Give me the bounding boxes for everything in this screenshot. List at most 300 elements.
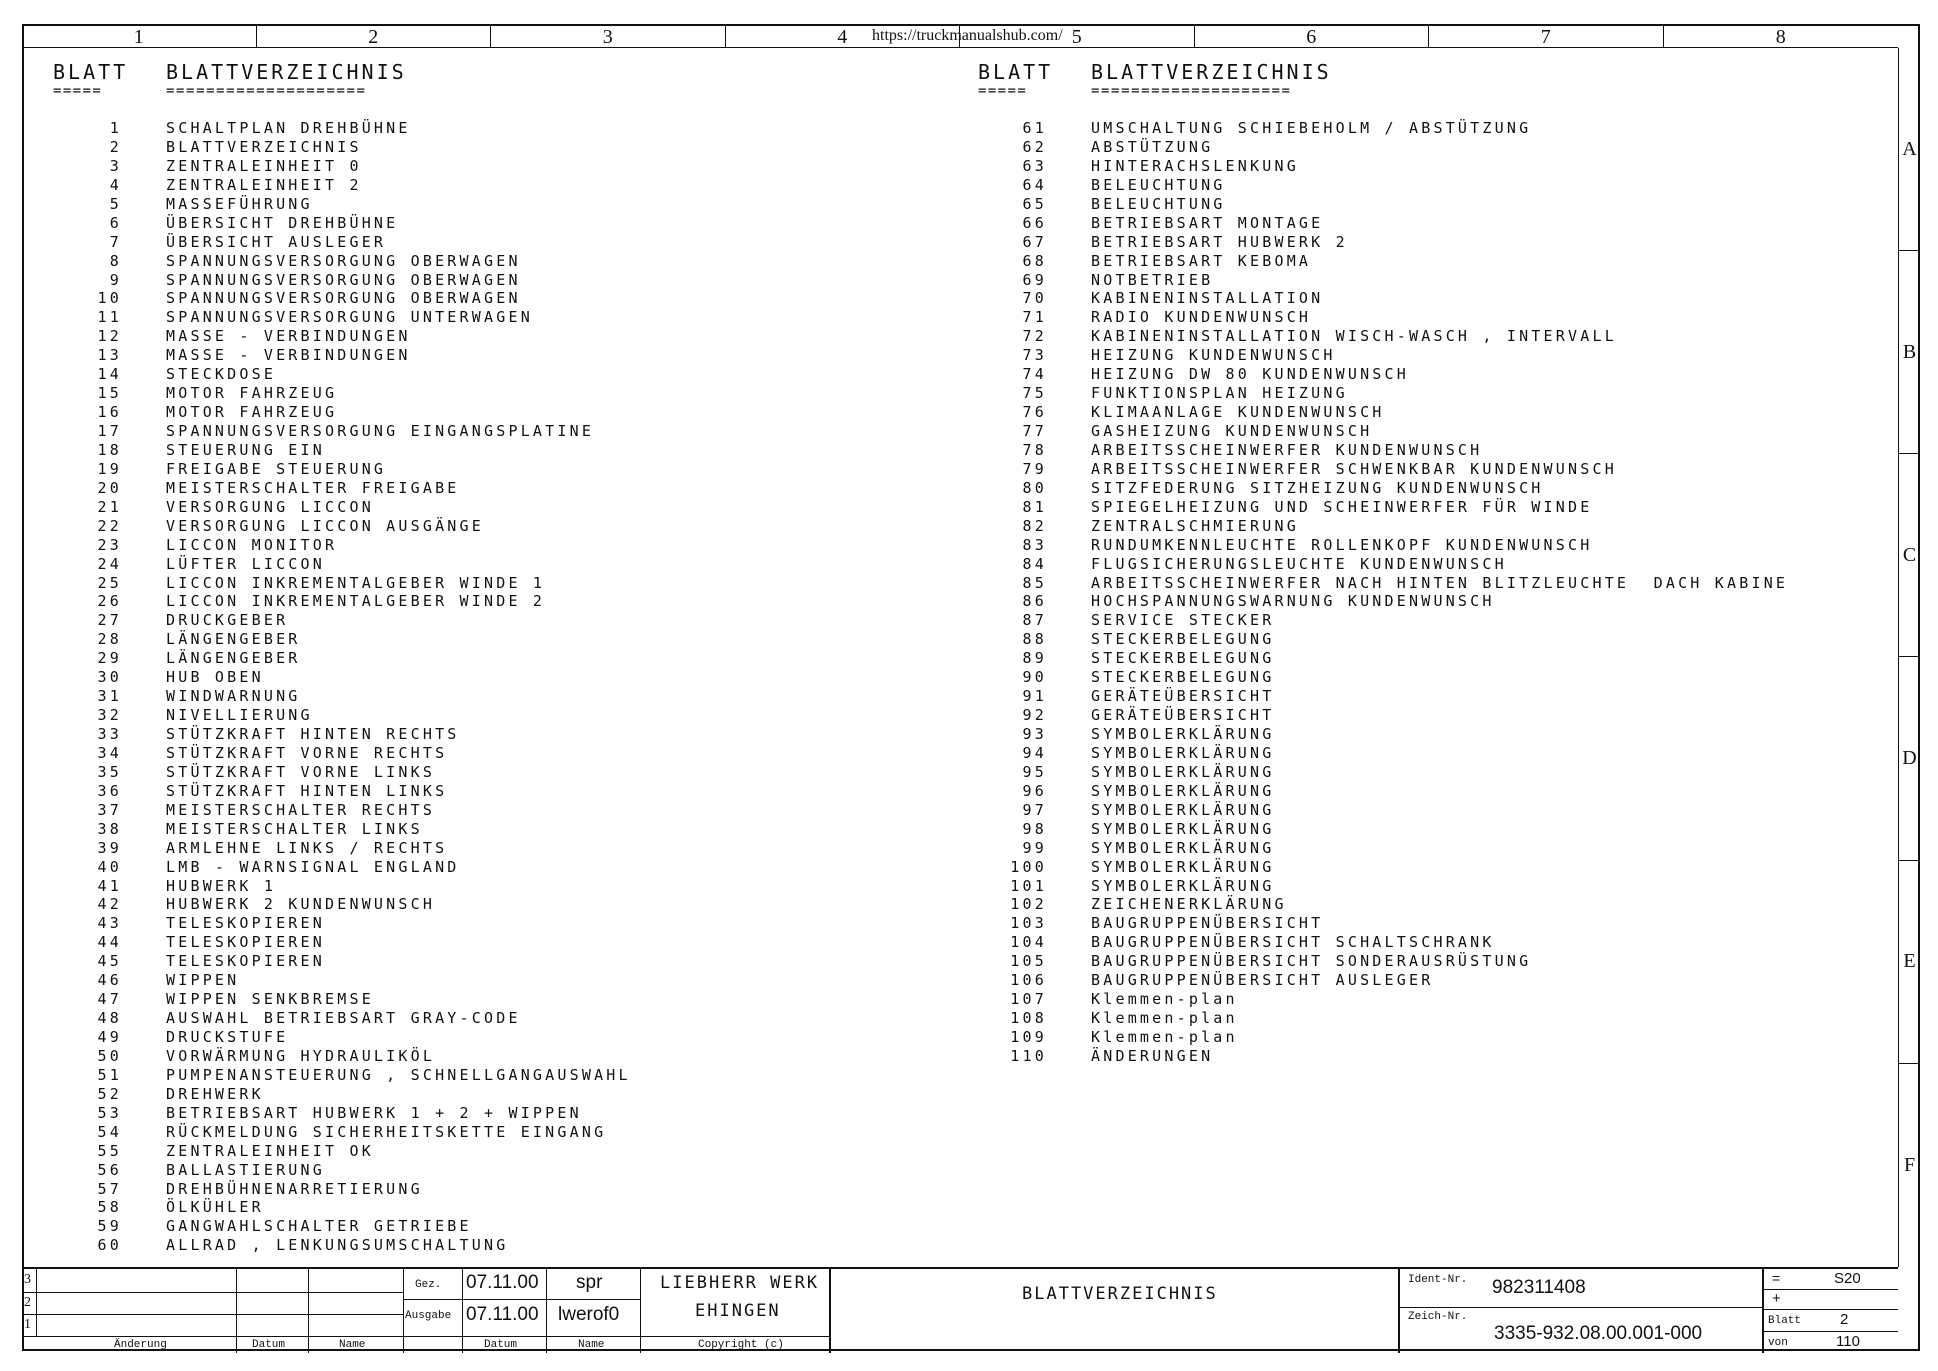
sheet-number: 37: [97, 800, 122, 819]
ausgabe-date: 07.11.00: [466, 1304, 539, 1325]
sheet-row: [60, 1236, 700, 1255]
sheet-title: BETRIEBSART HUBWERK 2: [1091, 232, 1348, 251]
sheet-number: 47: [97, 990, 122, 1009]
company-line-2: EHINGEN: [695, 1301, 781, 1321]
sheet-title: BETRIEBSART HUBWERK 1 + 2 + WIPPEN: [166, 1103, 582, 1122]
sheet-row: [60, 157, 700, 176]
sheet-title: SYMBOLERKLÄRUNG: [1091, 838, 1275, 857]
sheet-number: 31: [97, 687, 122, 706]
sheet-title: SYMBOLERKLÄRUNG: [1091, 876, 1275, 895]
sheet-number: 77: [1022, 422, 1047, 440]
sheet-row: [985, 668, 1885, 687]
sheet-number: 23: [97, 535, 122, 554]
sheet-title: HEIZUNG KUNDENWUNSCH: [1091, 346, 1336, 365]
sheet-number: 64: [1022, 175, 1047, 194]
sheet-title: BETRIEBSART MONTAGE: [1091, 213, 1324, 232]
sheet-row: [985, 971, 1885, 990]
sheet-title: MEISTERSCHALTER FREIGABE: [166, 478, 460, 497]
blatt-number: 2: [1840, 1311, 1849, 1328]
aenderung-label: Änderung: [114, 1339, 167, 1351]
sheet-number: 9: [109, 270, 122, 289]
sheet-row: [60, 119, 700, 138]
sheet-row: [60, 327, 700, 346]
sheet-row: [60, 1009, 700, 1028]
sheet-row: [985, 517, 1885, 536]
sheet-title: STECKERBELEGUNG: [1091, 630, 1275, 649]
sheet-row: [985, 195, 1885, 214]
sheet-row: [60, 668, 700, 687]
sheet-row: [60, 271, 700, 290]
sheet-number: 69: [1022, 270, 1047, 289]
sheet-title: KABINENINSTALLATION WISCH-WASCH , INTERVALL: [1091, 327, 1617, 346]
sheet-number: 82: [1022, 516, 1047, 535]
sheet-number: 83: [1022, 535, 1047, 554]
sheet-number: 40: [97, 857, 122, 876]
sheet-title: STEUERUNG EIN: [166, 440, 325, 459]
sheet-title: LICCON INKREMENTALGEBER WINDE 1: [166, 573, 546, 592]
sheet-row: [985, 271, 1885, 290]
sheet-row: [985, 611, 1885, 630]
sheet-title: DRUCKGEBER: [166, 611, 289, 630]
sheet-row: [60, 630, 700, 649]
sheet-row: [60, 498, 700, 517]
sheet-title: MASSE - VERBINDUNGEN: [166, 346, 411, 365]
sheet-title: SPANNUNGSVERSORGUNG OBERWAGEN: [166, 270, 521, 289]
sheet-row: [985, 289, 1885, 308]
plus-symbol: +: [1772, 1290, 1781, 1307]
sheet-number: 86: [1022, 592, 1047, 611]
sheet-row: [60, 1161, 700, 1180]
sheet-title: WIPPEN: [166, 971, 240, 990]
sheet-number: 17: [97, 422, 122, 440]
sheet-number: 53: [97, 1103, 122, 1122]
sheet-number: 52: [97, 1084, 122, 1103]
sheet-number: 45: [97, 952, 122, 971]
sheet-number: 109: [1010, 1028, 1047, 1046]
sheet-title: MOTOR FAHRZEUG: [166, 384, 338, 403]
sheet-row: [985, 763, 1885, 782]
sheet-number: 63: [1022, 156, 1047, 175]
sheet-title: SPANNUNGSVERSORGUNG UNTERWAGEN: [166, 308, 533, 327]
sheet-title: ALLRAD , LENKUNGSUMSCHALTUNG: [166, 1236, 509, 1255]
sheet-row: [60, 952, 700, 971]
sheet-title: NIVELLIERUNG: [166, 706, 313, 725]
sheet-title: NOTBETRIEB: [1091, 270, 1214, 289]
sheet-row: [60, 422, 700, 441]
sheet-row: [60, 895, 700, 914]
sheet-title: LÄNGENGEBER: [166, 649, 301, 668]
left-blatt-underline: =====: [53, 83, 103, 99]
sheet-title: ZENTRALSCHMIERUNG: [1091, 516, 1299, 535]
sheet-number: 7: [109, 232, 122, 251]
sheet-number: 106: [1010, 971, 1047, 990]
sheet-title: BETRIEBSART KEBOMA: [1091, 251, 1312, 270]
sheet-title: ARBEITSSCHEINWERFER SCHWENKBAR KUNDENWUNSCH: [1091, 459, 1617, 478]
sheet-number: 3: [109, 156, 122, 175]
sheet-row: [60, 914, 700, 933]
sheet-number: 60: [97, 1236, 122, 1255]
sheet-title: BALLASTIERUNG: [166, 1160, 325, 1179]
sheet-number: 10: [97, 289, 122, 308]
sheet-number: 105: [1010, 952, 1047, 971]
rev-num-2: 2: [24, 1295, 31, 1310]
copyright-label: Copyright (c): [698, 1339, 784, 1351]
sheet-title: ZEICHENERKLÄRUNG: [1091, 895, 1287, 914]
zone-top-7: 7: [1429, 24, 1664, 48]
sheet-number: 61: [1022, 119, 1047, 137]
sheet-number: 48: [97, 1009, 122, 1028]
sheet-row: [985, 687, 1885, 706]
sheet-number: 90: [1022, 668, 1047, 687]
sheet-number: 14: [97, 365, 122, 384]
sheet-number: 75: [1022, 384, 1047, 403]
sheet-number: 87: [1022, 611, 1047, 630]
sheet-title: TELESKOPIEREN: [166, 933, 325, 952]
sheet-number: 44: [97, 933, 122, 952]
sheet-title: LICCON MONITOR: [166, 535, 338, 554]
sheet-number: 107: [1010, 990, 1047, 1009]
sheet-row: [60, 384, 700, 403]
zone-top-4: 4: [726, 24, 961, 48]
sheet-row: [60, 971, 700, 990]
sheet-number: 98: [1022, 819, 1047, 838]
sheet-row: [985, 365, 1885, 384]
zone-right-E: E: [1899, 861, 1920, 1064]
sheet-number: 108: [1010, 1009, 1047, 1028]
sheet-title: SPANNUNGSVERSORGUNG OBERWAGEN: [166, 289, 521, 308]
zone-right-D: D: [1899, 658, 1920, 861]
sheet-title: RADIO KUNDENWUNSCH: [1091, 308, 1312, 327]
sheet-row: [60, 877, 700, 896]
sheet-number: 15: [97, 384, 122, 403]
sheet-row: [60, 517, 700, 536]
sheet-number: 73: [1022, 346, 1047, 365]
sheet-title: MASSEFÜHRUNG: [166, 194, 313, 213]
sheet-number: 84: [1022, 554, 1047, 573]
sheet-number: 71: [1022, 308, 1047, 327]
sheet-title: VORWÄRMUNG HYDRAULIKÖL: [166, 1046, 436, 1065]
sheet-row: [60, 801, 700, 820]
sheet-row: [985, 346, 1885, 365]
sheet-title: SYMBOLERKLÄRUNG: [1091, 781, 1275, 800]
sheet-number: 102: [1010, 895, 1047, 914]
sheet-title: STÜTZKRAFT HINTEN RECHTS: [166, 725, 460, 743]
sheet-row: [60, 706, 700, 725]
zone-top-8: 8: [1775, 26, 1786, 48]
sheet-number: 70: [1022, 289, 1047, 308]
sheet-title: DRUCKSTUFE: [166, 1028, 289, 1046]
sheet-row: [60, 574, 700, 593]
sheet-row: [60, 403, 700, 422]
sheet-number: 13: [97, 346, 122, 365]
sheet-title: ARBEITSSCHEINWERFER NACH HINTEN BLITZLEUCHTE DACH KABINE: [1091, 573, 1789, 592]
sheet-number: 35: [97, 762, 122, 781]
sheet-title: SERVICE STECKER: [1091, 611, 1275, 630]
sheet-row: [985, 384, 1885, 403]
sheet-number: 51: [97, 1065, 122, 1084]
sheet-title: FUNKTIONSPLAN HEIZUNG: [1091, 384, 1348, 403]
sheet-number: 36: [97, 781, 122, 800]
sheet-number: 28: [97, 630, 122, 649]
zone-right-C: C: [1899, 454, 1920, 657]
sheet-number: 26: [97, 592, 122, 611]
sheet-title: SYMBOLERKLÄRUNG: [1091, 725, 1275, 743]
sheet-title: KLIMAANLAGE KUNDENWUNSCH: [1091, 403, 1385, 422]
sheet-number: 55: [97, 1141, 122, 1160]
sheet-title: BELEUCHTUNG: [1091, 194, 1226, 213]
sheet-number: 11: [97, 308, 122, 327]
sheet-row: [60, 1085, 700, 1104]
sheet-title: STÜTZKRAFT HINTEN LINKS: [166, 781, 448, 800]
drawing-title: BLATTVERZEICHNIS: [1022, 1284, 1218, 1304]
sheet-row: [60, 176, 700, 195]
sheet-title: GASHEIZUNG KUNDENWUNSCH: [1091, 422, 1373, 440]
left-blatt-header: BLATT: [53, 60, 129, 84]
sheet-number: 85: [1022, 573, 1047, 592]
sheet-title: BAUGRUPPENÜBERSICHT SONDERAUSRÜSTUNG: [1091, 952, 1532, 971]
sheet-row: [985, 498, 1885, 517]
rev-num-1: 1: [24, 1317, 31, 1332]
sheet-title: AUSWAHL BETRIEBSART GRAY-CODE: [166, 1009, 521, 1028]
sheet-number: 6: [109, 213, 122, 232]
sheet-row: [985, 820, 1885, 839]
sheet-number: 18: [97, 440, 122, 459]
sheet-number: 27: [97, 611, 122, 630]
sheet-title: ÄNDERUNGEN: [1091, 1046, 1214, 1065]
sheet-title: MASSE - VERBINDUNGEN: [166, 327, 411, 346]
sheet-number: 19: [97, 459, 122, 478]
sheet-row: [60, 990, 700, 1009]
sheet-number: 30: [97, 668, 122, 687]
sheet-row: [985, 649, 1885, 668]
sheet-row: [985, 574, 1885, 593]
gez-name: spr: [576, 1272, 603, 1293]
sheet-row: [60, 592, 700, 611]
sheet-row: [985, 403, 1885, 422]
sheet-row: [60, 1198, 700, 1217]
ausgabe-label: Ausgabe: [405, 1310, 452, 1322]
sheet-number: 81: [1022, 497, 1047, 516]
sheet-number: 39: [97, 838, 122, 857]
blatt-label: Blatt: [1768, 1315, 1802, 1327]
sheet-number: 56: [97, 1160, 122, 1179]
sheet-row: [60, 1123, 700, 1142]
name-label: Name: [339, 1339, 366, 1351]
sheet-title: SPIEGELHEIZUNG UND SCHEINWERFER FÜR WINDE: [1091, 497, 1593, 516]
sheet-row: [60, 1217, 700, 1236]
sheet-number: 49: [97, 1028, 122, 1046]
sheet-title: Klemmen-plan: [1091, 1028, 1238, 1046]
sheet-row: [985, 1047, 1885, 1066]
sheet-row: [985, 327, 1885, 346]
sheet-title: HEIZUNG DW 80 KUNDENWUNSCH: [1091, 365, 1409, 384]
sheet-number: 16: [97, 403, 122, 422]
sheet-row: [985, 801, 1885, 820]
sheet-row: [60, 687, 700, 706]
sheet-title: FLUGSICHERUNGSLEUCHTE KUNDENWUNSCH: [1091, 554, 1507, 573]
sheet-number: 24: [97, 554, 122, 573]
sheet-title: UMSCHALTUNG SCHIEBEHOLM / ABSTÜTZUNG: [1091, 119, 1532, 137]
sheet-title: DREHWERK: [166, 1084, 264, 1103]
sheet-title: PUMPENANSTEUERUNG , SCHNELLGANGAUSWAHL: [166, 1065, 631, 1084]
sheet-row: [985, 252, 1885, 271]
sheet-title: MOTOR FAHRZEUG: [166, 403, 338, 422]
sheet-row: [985, 157, 1885, 176]
ausgabe-name: lwerof0: [558, 1304, 620, 1325]
sheet-title: VERSORGUNG LICCON AUSGÄNGE: [166, 516, 484, 535]
sheet-number: 46: [97, 971, 122, 990]
zeich-label: Zeich-Nr.: [1408, 1311, 1468, 1323]
left-title-underline: ====================: [166, 83, 367, 99]
sheet-row: [60, 252, 700, 271]
sheet-title: SPANNUNGSVERSORGUNG EINGANGSPLATINE: [166, 422, 595, 440]
sheet-title: STECKERBELEGUNG: [1091, 649, 1275, 668]
zone-top-1: 1: [22, 24, 257, 48]
sheet-number: 100: [1010, 857, 1047, 876]
sheet-title: ÖLKÜHLER: [166, 1198, 264, 1217]
sheet-row: [985, 895, 1885, 914]
zone-right-A: A: [1899, 48, 1920, 251]
sheet-title: SYMBOLERKLÄRUNG: [1091, 819, 1275, 838]
sheet-row: [60, 839, 700, 858]
sheet-title: SITZFEDERUNG SITZHEIZUNG KUNDENWUNSCH: [1091, 478, 1544, 497]
sheet-row: [985, 119, 1885, 138]
right-sheet-list: [985, 119, 1885, 1066]
sheet-row: [985, 233, 1885, 252]
sheet-row: [985, 460, 1885, 479]
sheet-number: 54: [97, 1122, 122, 1141]
sheet-row: [60, 820, 700, 839]
datum2-label: Datum: [484, 1339, 518, 1351]
sheet-row: [60, 1028, 700, 1047]
sheet-number: 95: [1022, 762, 1047, 781]
zone-right-B: B: [1899, 251, 1920, 454]
sheet-title: BAUGRUPPENÜBERSICHT: [1091, 914, 1324, 933]
right-title: BLATTVERZEICHNIS: [1091, 60, 1332, 84]
sheet-number: 41: [97, 876, 122, 895]
sheet-title: HOCHSPANNUNGSWARNUNG KUNDENWUNSCH: [1091, 592, 1495, 611]
sheet-number: 103: [1010, 914, 1047, 933]
sheet-title: ABSTÜTZUNG: [1091, 137, 1214, 156]
sheet-title: ÜBERSICHT AUSLEGER: [166, 232, 387, 251]
sheet-number: 110: [1010, 1046, 1047, 1065]
sheet-number: 8: [109, 251, 122, 270]
sheet-row: [985, 952, 1885, 971]
sheet-row: [60, 1047, 700, 1066]
sheet-row: [985, 176, 1885, 195]
sheet-title: RUNDUMKENNLEUCHTE ROLLENKOPF KUNDENWUNSCH: [1091, 535, 1593, 554]
sheet-title: MEISTERSCHALTER RECHTS: [166, 800, 436, 819]
right-blatt-underline: =====: [978, 83, 1028, 99]
sheet-row: [985, 933, 1885, 952]
sheet-number: 96: [1022, 781, 1047, 800]
sheet-row: [985, 914, 1885, 933]
zone-strip-right: [1898, 48, 1920, 1267]
sheet-row: [985, 858, 1885, 877]
sheet-row: [985, 536, 1885, 555]
sheet-title: SPANNUNGSVERSORGUNG OBERWAGEN: [166, 251, 521, 270]
sheet-row: [985, 725, 1885, 744]
sheet-row: [985, 214, 1885, 233]
sheet-row: [60, 460, 700, 479]
right-blatt-header: BLATT: [978, 60, 1054, 84]
sheet-title: SYMBOLERKLÄRUNG: [1091, 857, 1275, 876]
zone-top-6: 6: [1195, 24, 1430, 48]
sheet-row: [60, 858, 700, 877]
sheet-row: [60, 214, 700, 233]
sheet-row: [60, 555, 700, 574]
name2-label: Name: [578, 1339, 605, 1351]
sheet-title: BLATTVERZEICHNIS: [166, 137, 362, 156]
left-title: BLATTVERZEICHNIS: [166, 60, 407, 84]
sheet-title: LÄNGENGEBER: [166, 630, 301, 649]
sheet-number: 1: [109, 119, 122, 137]
sheet-row: [985, 422, 1885, 441]
datum-label: Datum: [252, 1339, 286, 1351]
sheet-number: 58: [97, 1198, 122, 1217]
sheet-row: [60, 289, 700, 308]
sheet-number: 66: [1022, 213, 1047, 232]
sheet-title: HINTERACHSLENKUNG: [1091, 156, 1299, 175]
sheet-row: [60, 346, 700, 365]
sheet-row: [985, 1009, 1885, 1028]
von-label: von: [1768, 1337, 1788, 1349]
sheet-title: TELESKOPIEREN: [166, 952, 325, 971]
sheet-number: 91: [1022, 687, 1047, 706]
sheet-title: DREHBÜHNENARRETIERUNG: [166, 1179, 423, 1198]
watermark-url: https://truckmanualshub.com/: [872, 27, 1063, 44]
sheet-title: WINDWARNUNG: [166, 687, 301, 706]
sheet-row: [60, 933, 700, 952]
sheet-title: STÜTZKRAFT VORNE LINKS: [166, 762, 436, 781]
sheet-number: 38: [97, 819, 122, 838]
sheet-number: 89: [1022, 649, 1047, 668]
sheet-number: 32: [97, 706, 122, 725]
gez-date: 07.11.00: [466, 1272, 539, 1293]
sheet-row: [985, 555, 1885, 574]
company-line-1: LIEBHERR WERK: [660, 1273, 820, 1293]
sheet-title: BELEUCHTUNG: [1091, 175, 1226, 194]
sheet-row: [985, 308, 1885, 327]
sheet-number: 94: [1022, 743, 1047, 762]
sheet-number: 74: [1022, 365, 1047, 384]
sheet-number: 88: [1022, 630, 1047, 649]
sheet-title: STECKERBELEGUNG: [1091, 668, 1275, 687]
sheet-title: FREIGABE STEUERUNG: [166, 459, 387, 478]
sheet-row: [985, 706, 1885, 725]
sheet-row: [985, 744, 1885, 763]
ident-number: 982311408: [1492, 1277, 1586, 1298]
sheet-title: SYMBOLERKLÄRUNG: [1091, 743, 1275, 762]
sheet-number: 104: [1010, 933, 1047, 952]
sheet-row: [60, 725, 700, 744]
sheet-number: 62: [1022, 137, 1047, 156]
sheet-number: 5: [109, 194, 122, 213]
sheet-title: LÜFTER LICCON: [166, 554, 325, 573]
sheet-row: [60, 1104, 700, 1123]
sheet-row: [60, 233, 700, 252]
sheet-number: 34: [97, 743, 122, 762]
sheet-number: 99: [1022, 838, 1047, 857]
sheet-title: ZENTRALEINHEIT 0: [166, 156, 362, 175]
sheet-row: [60, 763, 700, 782]
sheet-title: STÜTZKRAFT VORNE RECHTS: [166, 743, 448, 762]
sheet-row: [985, 877, 1885, 896]
sheet-number: 57: [97, 1179, 122, 1198]
zone-top-3: 3: [491, 24, 726, 48]
sheet-row: [60, 479, 700, 498]
title-block: [22, 1267, 1898, 1351]
